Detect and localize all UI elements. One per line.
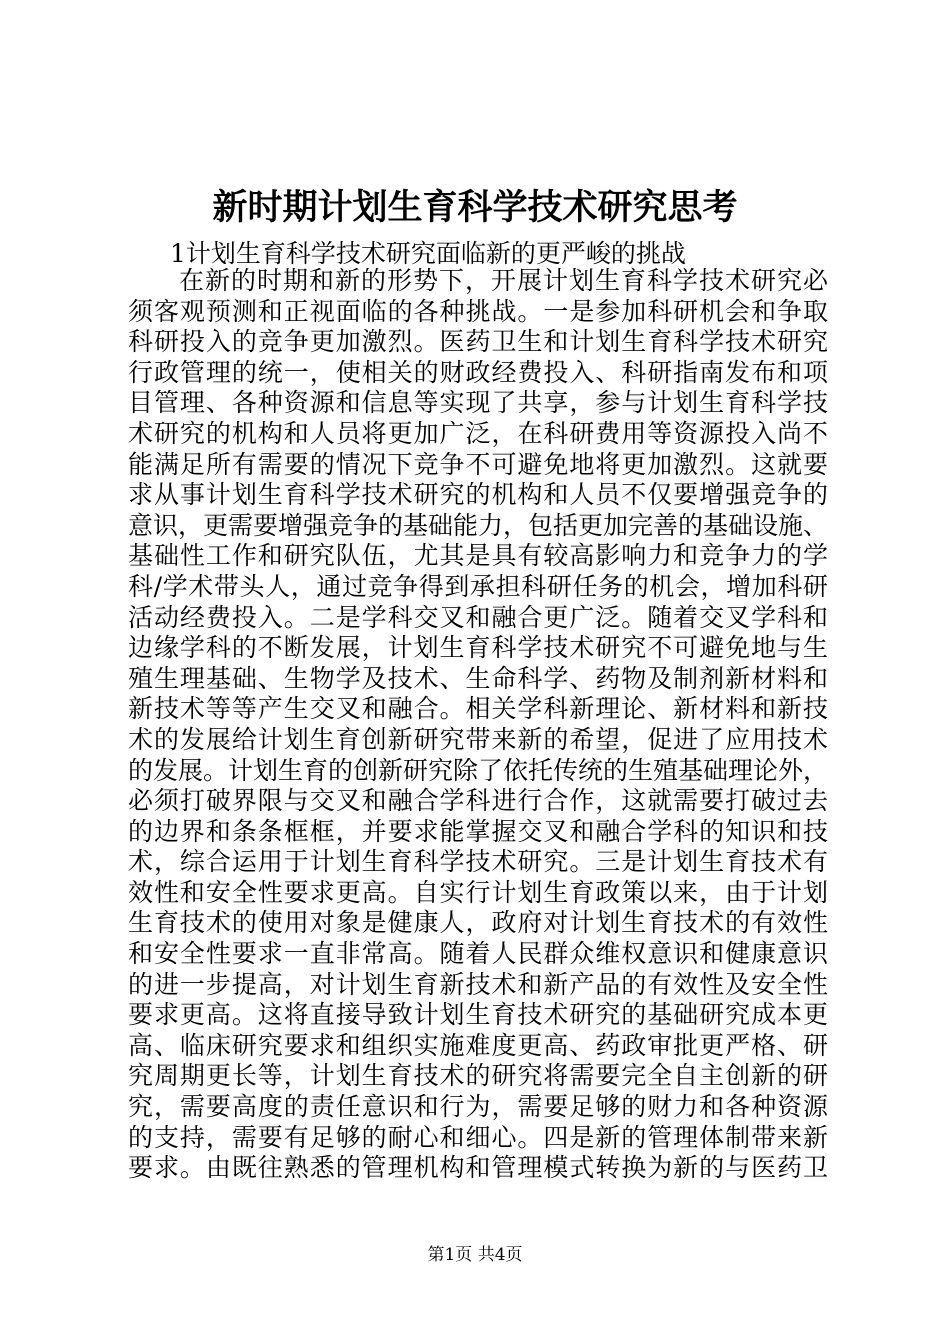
- document-title: 新时期计划生育科学技术研究思考: [212, 187, 738, 228]
- paragraph-line: 在新的时期和新的形势下，开展计划生育科学技术研究必: [179, 266, 828, 295]
- paragraph-line: 生育技术的使用对象是健康人，政府对计划生育技术的有效性: [128, 908, 828, 938]
- paragraph-line: 高、临床研究要求和组织实施难度更高、药政审批更严格、研: [128, 1030, 828, 1060]
- paragraph-line: 新技术等等产生交叉和融合。相关学科新理论、新材料和新技: [128, 694, 828, 724]
- paragraph-line: 的发展。计划生育的创新研究除了依托传统的生殖基础理论外，: [128, 755, 829, 785]
- paragraph-line: 活动经费投入。二是学科交叉和融合更广泛。随着交叉学科和: [128, 602, 828, 632]
- paragraph-line: 求从事计划生育科学技术研究的机构和人员不仅要增强竞争的: [128, 480, 828, 510]
- paragraph-line: 目管理、各种资源和信息等实现了共享，参与计划生育科学技: [128, 388, 828, 418]
- paragraph-line: 边缘学科的不断发展，计划生育科学技术研究不可避免地与生: [128, 633, 828, 663]
- paragraph-line: 要求更高。这将直接导致计划生育技术研究的基础研究成本更: [128, 1000, 828, 1030]
- paragraph-line: 效性和安全性要求更高。自实行计划生育政策以来，由于计划: [128, 877, 828, 907]
- paragraph-line: 术，综合运用于计划生育科学技术研究。三是计划生育技术有: [128, 847, 828, 877]
- body-paragraph: [128, 266, 828, 1184]
- paragraph-line: 的支持，需要有足够的耐心和细心。四是新的管理体制带来新: [128, 1122, 828, 1152]
- paragraph-line: 基础性工作和研究队伍，尤其是具有较高影响力和竞争力的学: [128, 541, 828, 571]
- paragraph-line: 能满足所有需要的情况下竞争不可避免地将更加激烈。这就要: [128, 449, 828, 479]
- paragraph-line: 殖生理基础、生物学及技术、生命科学、药物及制剂新材料和: [128, 663, 828, 693]
- paragraph-line: 科/学术带头人，通过竞争得到承担科研任务的机会，增加科研: [128, 571, 828, 601]
- paragraph-line: 须客观预测和正视面临的各种挑战。一是参加科研机会和争取: [128, 296, 828, 326]
- section-heading: 1计划生育科学技术研究面临新的更严峻的挑战: [170, 239, 686, 268]
- paragraph-line: 的边界和条条框框，并要求能掌握交叉和融合学科的知识和技: [128, 816, 828, 846]
- paragraph-line: 的进一步提高，对计划生育新技术和新产品的有效性及安全性: [128, 969, 828, 999]
- paragraph-line: 行政管理的统一，使相关的财政经费投入、科研指南发布和项: [128, 357, 828, 387]
- paragraph-line: 必须打破界限与交叉和融合学科进行合作，这就需要打破过去: [128, 786, 828, 816]
- paragraph-line: 术研究的机构和人员将更加广泛，在科研费用等资源投入尚不: [128, 418, 828, 448]
- paragraph-line: 要求。由既往熟悉的管理机构和管理模式转换为新的与医药卫: [128, 1153, 828, 1183]
- paragraph-line: 术的发展给计划生育创新研究带来新的希望，促进了应用技术: [128, 724, 828, 754]
- paragraph-line: 科研投入的竞争更加激烈。医药卫生和计划生育科学技术研究: [128, 327, 828, 357]
- page-number-footer: 第1页 共4页: [427, 1245, 523, 1265]
- paragraph-line: 意识，更需要增强竞争的基础能力，包括更加完善的基础设施、: [128, 510, 829, 540]
- paragraph-line: 究周期更长等，计划生育技术的研究将需要完全自主创新的研: [128, 1061, 828, 1091]
- paragraph-line: 究，需要高度的责任意识和行为，需要足够的财力和各种资源: [128, 1092, 828, 1122]
- paragraph-line: 和安全性要求一直非常高。随着人民群众维权意识和健康意识: [128, 939, 828, 969]
